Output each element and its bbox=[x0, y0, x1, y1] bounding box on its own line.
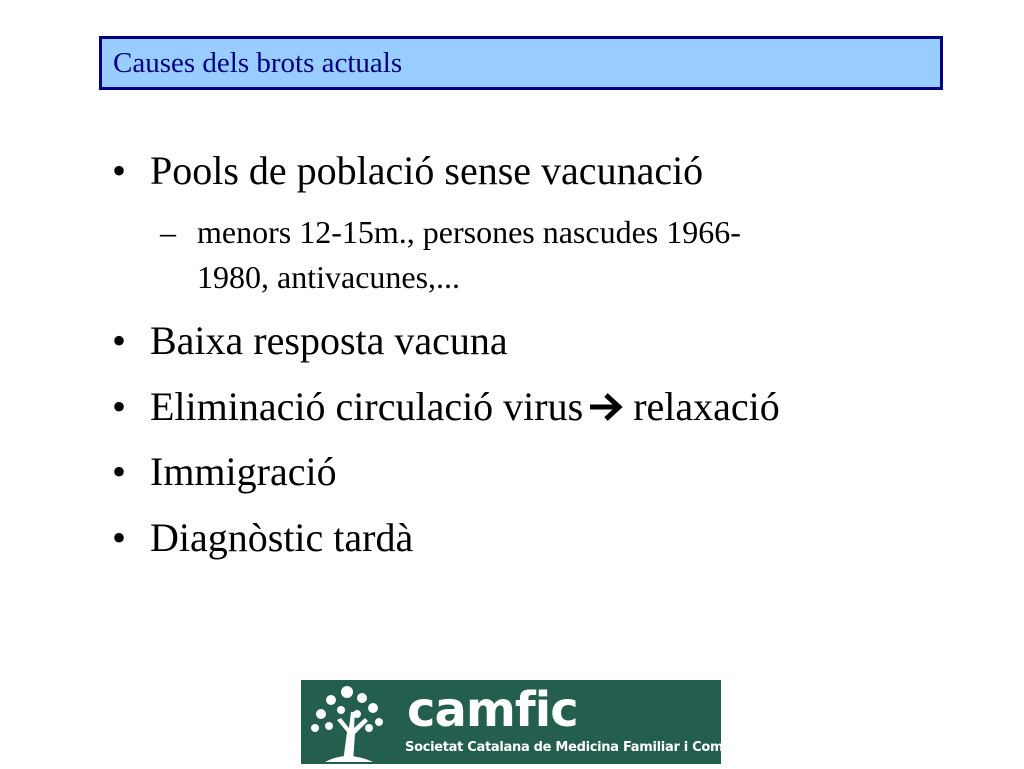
tree-logo-icon bbox=[307, 684, 399, 769]
bullet-item-3 bbox=[112, 385, 780, 433]
bullet-dot: • bbox=[112, 318, 127, 363]
bullet-text-before: Eliminació circulació virus bbox=[150, 384, 584, 429]
bullet-item-1 bbox=[112, 149, 703, 193]
bullet-item-4 bbox=[112, 450, 337, 494]
bullet-text-after: relaxació bbox=[633, 384, 780, 429]
bullet-dot: • bbox=[112, 384, 127, 429]
bullet-dot: • bbox=[112, 148, 127, 193]
sub-bullet-text-1: menors 12-15m., persones nascudes 1966- bbox=[197, 214, 741, 250]
bullet-text: Pools de població sense vacunació bbox=[150, 148, 704, 193]
bullet-text: Baixa resposta vacuna bbox=[150, 318, 508, 363]
bullet-text: Diagnòstic tardà bbox=[150, 515, 414, 560]
bullet-item-2 bbox=[112, 319, 508, 363]
bullet-dot: • bbox=[112, 515, 127, 560]
slide-title-box bbox=[99, 36, 943, 90]
logo-brand-text: camfic bbox=[407, 682, 578, 738]
camfic-logo bbox=[301, 680, 779, 764]
sub-bullet-line-2 bbox=[197, 256, 460, 299]
slide-title: Causes dels brots actuals bbox=[113, 46, 403, 79]
logo-tagline: Societat Catalana de Medicina Familiar i Comunitària bbox=[405, 740, 779, 755]
bullet-dot: • bbox=[112, 449, 127, 494]
bullet-item-5 bbox=[112, 516, 413, 560]
bullet-text: Immigració bbox=[150, 449, 337, 494]
right-arrow-icon bbox=[587, 389, 627, 433]
sub-bullet-line-1 bbox=[160, 211, 741, 254]
sub-bullet-dash: – bbox=[160, 214, 176, 250]
sub-bullet-text-2: 1980, antivacunes,... bbox=[197, 259, 461, 295]
